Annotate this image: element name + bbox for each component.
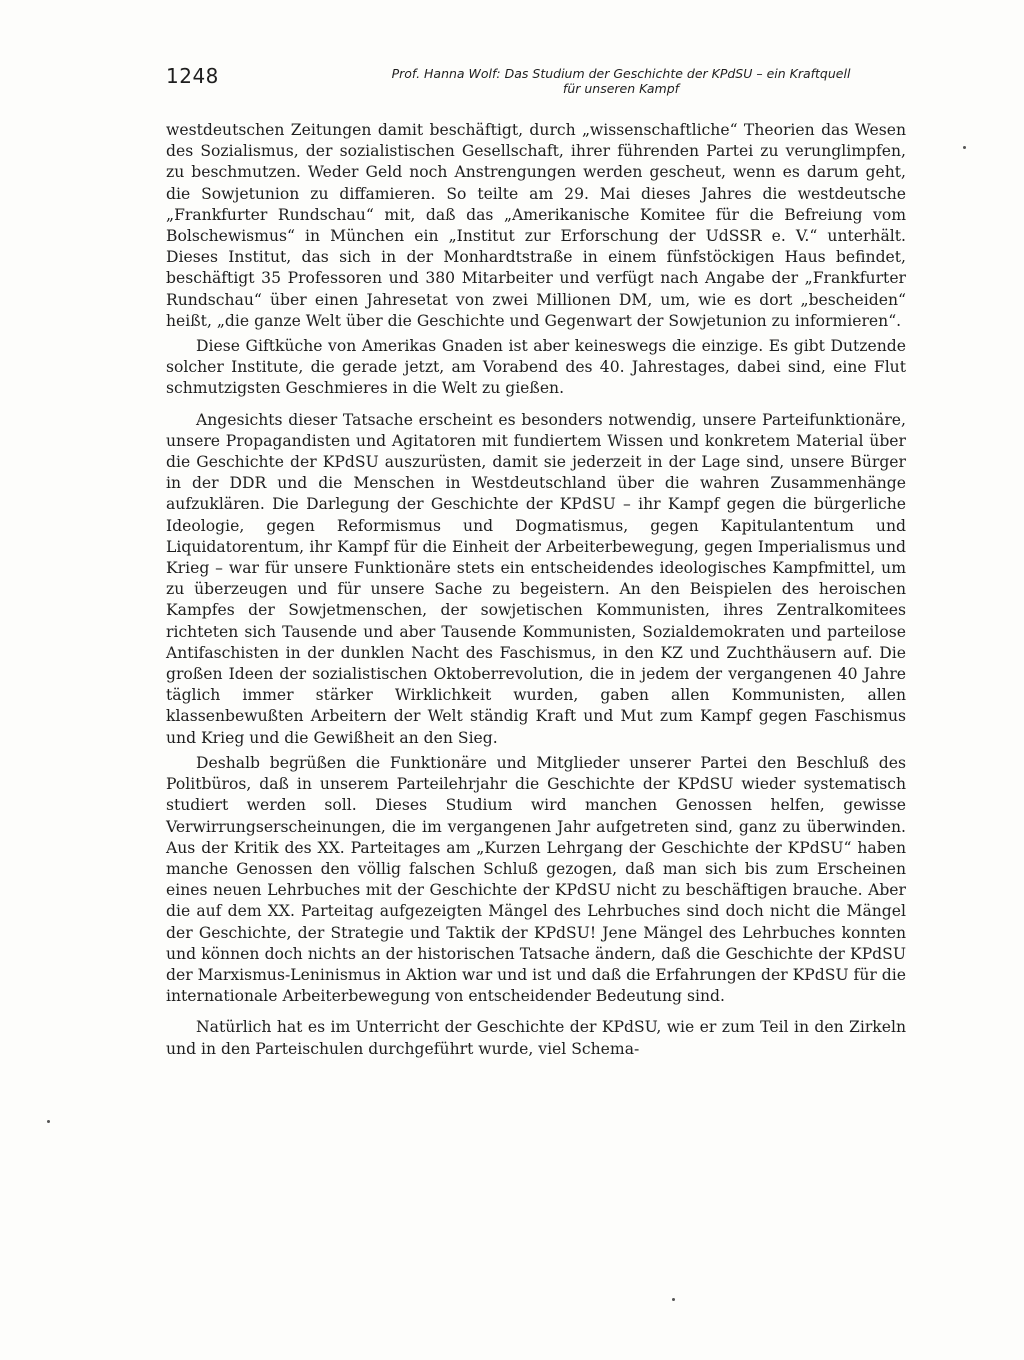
paragraph-1: westdeutschen Zeitungen damit beschäftigt, durch „wissenschaftliche“ Theorien das Wesen des Sozialismus, der sozialistischen Gesellschaft, ihrer führenden Partei zu verunglimpfen, zu beschmutzen. Weder Geld noch Anstrengungen werden gescheut, wenn es darum geht, die Sowjetunion zu diffamieren. So teilte am 29. Mai dieses Jahres die westdeutsche „Frankfurter Rundschau“ mit, daß das „Amerikanische Komitee für die Befreiung vom Bolschewismus“ in München ein „Institut zur Erforschung der UdSSR e. V.“ unterhält. Dieses Institut, das sich in der Monhardtstraße in einem fünfstöckigen Haus befindet, beschäftigt 35 Professoren und 380 Mitarbeiter und verfügt nach Angabe der „Frankfurter Rundschau“ über einen Jahresetat von zwei Millionen DM, um, wie es dort „bescheiden“ heißt, „die ganze Welt über die Geschichte und Gegenwart der Sowjetunion zu informieren“. bbox=[166, 121, 906, 330]
paragraph-5: Natürlich hat es im Unterricht der Geschichte der KPdSU, wie er zum Teil in den Zirkeln und in den Parteischulen durchgeführt wurde, viel Schema- bbox=[166, 1018, 906, 1058]
paragraph-4: Deshalb begrüßen die Funktionäre und Mitglieder unserer Partei den Beschluß des Politbüros, daß in unserem Parteilehrjahr die Geschichte der KPdSU wieder systematisch studiert werden soll. Dieses Studium wird manchen Genossen helfen, gewisse Verwirrungserscheinungen, die im vergangenen Jahr aufgetreten sind, ganz zu überwinden. Aus der Kritik des XX. Parteitages am „Kurzen Lehrgang der Geschichte der KPdSU“ haben manche Genossen den völlig falschen Schluß gezogen, daß man sich bis zum Erscheinen eines neuen Lehrbuches mit der Geschichte der KPdSU nicht zu beschäftigen brauche. Aber die auf dem XX. Parteitag aufgezeigten Mängel des Lehrbuches sind doch nicht die Mängel der Geschichte, der Strategie und Taktik der KPdSU! Jene Mängel des Lehrbuches konnten und können doch nichts an der historischen Tatsache ändern, daß die Geschichte der KPdSU der Marxismus-Leninismus in Aktion war und ist und daß die Erfahrungen der KPdSU für die internationale Arbeiterbewegung von entscheidender Bedeutung sind. bbox=[166, 753, 906, 1006]
running-head-line-1: Prof. Hanna Wolf: Das Studium der Geschichte der KPdSU – ein Kraftquell bbox=[391, 66, 851, 81]
running-head bbox=[336, 66, 906, 96]
paragraph-3: Angesichts dieser Tatsache erscheint es besonders notwendig, unsere Parteifunktionäre, unsere Propagandisten und Agitatoren mit fundiertem Wissen und konkretem Material über die Geschichte der KPdSU auszurüsten, damit sie jederzeit in der Lage sind, unsere Bürger in der DDR und die Menschen in Westdeutschland über die wahren Zusammenhänge aufzuklären. Die Darlegung der Geschichte der KPdSU – ihr Kampf gegen die bürgerliche Ideologie, gegen Reformismus und Dogmatismus, gegen Kapitulantentum und Liquidatorentum, ihr Kampf für die Einheit der Arbeiterbewegung, gegen Imperialismus und Krieg – war für unsere Funktionäre stets ein entscheidendes ideologisches Kampfmittel, um zu überzeugen und für unsere Sache zu begeistern. An den Beispielen des heroischen Kampfes der Sowjetmenschen, der sowjetischen Kommunisten, ihres Zentralkomitees richteten sich Tausende und aber Tausende Kommunisten, Sozialdemokraten und parteilose Antifaschisten in der dunklen Nacht des Faschismus, in den KZ und Zuchthäusern auf. Die großen Ideen der sozialistischen Oktoberrevolution, die in jedem der vergangenen 40 Jahre täglich immer stärker Wirklichkeit wurden, gaben allen Kommunisten, allen klassenbewußten Arbeitern der Welt ständig Kraft und Mut zum Kampf gegen Faschismus und Krieg und die Gewißheit an den Sieg. bbox=[166, 410, 906, 747]
running-head-line-2: für unseren Kampf bbox=[562, 81, 680, 96]
body-text bbox=[166, 120, 906, 1060]
page-number: 1248 bbox=[166, 64, 219, 88]
page-header bbox=[166, 62, 906, 102]
scan-speck bbox=[47, 1120, 50, 1123]
paragraph-2: Diese Giftküche von Amerikas Gnaden ist aber keineswegs die einzige. Es gibt Dutzende solcher Institute, die gerade jetzt, am Vorabend des 40. Jahrestages, dabei sind, eine Flut schmutzigsten Geschmieres in die Welt zu gießen. bbox=[166, 337, 906, 398]
scan-speck bbox=[963, 146, 966, 149]
scan-speck bbox=[672, 1298, 675, 1301]
